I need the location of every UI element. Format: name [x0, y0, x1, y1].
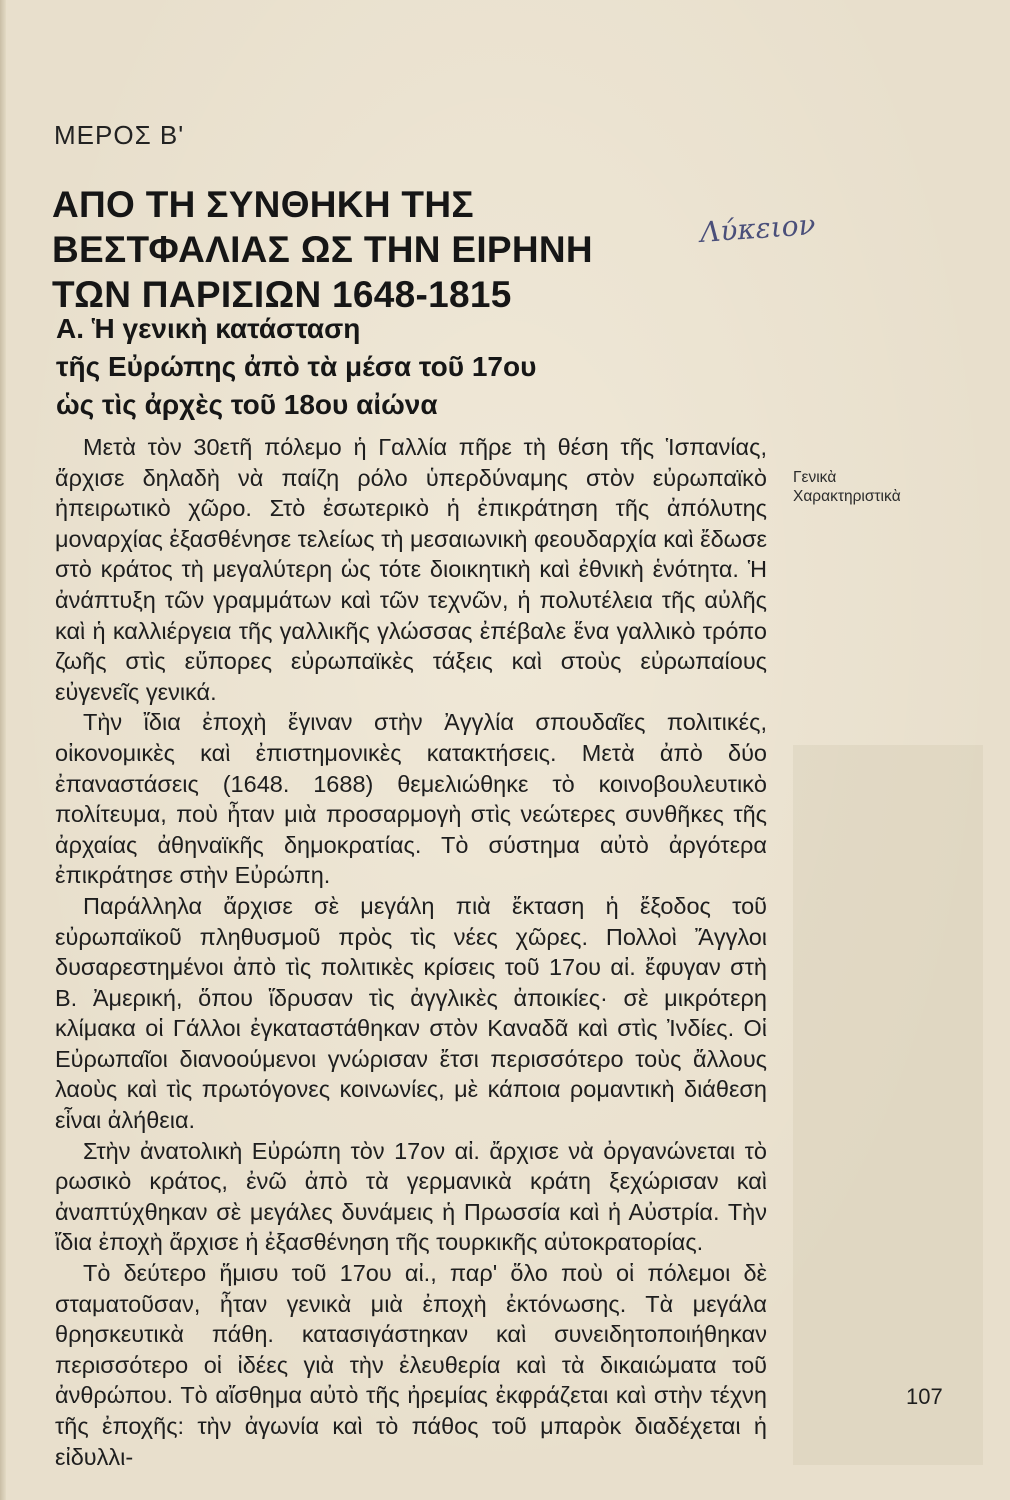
paragraph — [55, 432, 767, 707]
section-heading — [56, 310, 616, 424]
paragraph — [55, 1136, 767, 1258]
section-heading-line: ὡς τὶς ἀρχὲς τοῦ 18ου αἰώνα — [56, 389, 438, 420]
chapter-title — [52, 182, 652, 317]
body-text — [55, 432, 767, 1472]
paragraph-text: Τὸ δεύτερο ἥμισυ τοῦ 17ου αἰ., παρ' ὅλο ποὺ οἱ πόλεμοι δὲ σταματοῦσαν, ἦταν γενικὰ μιὰ ἐποχὴ ἐκτόνωσης. Τὰ μεγάλα θρησκευτικὰ πάθη. κατασιγάστηκαν καὶ συνειδητοποιήθηκαν περισσότερο οἱ ἰδέες γιὰ τὴν ἐλευθερία καὶ τὰ δικαιώματα τοῦ ἀνθρώπου. Τὸ αἴσθημα αὐτὸ τῆς ἠρεμίας ἐκφράζεται καὶ στὴν τέχνη τῆς ἐποχῆς: τὴν ἀγωνία καὶ τὸ πάθος τοῦ μπαρὸκ διαδέχεται ἡ εἰδυλλι- — [55, 1260, 767, 1470]
handwritten-annotation: Λύκειον — [698, 208, 817, 249]
paragraph — [55, 707, 767, 891]
show-through-block — [793, 745, 983, 1465]
paragraph — [55, 891, 767, 1136]
page-spine-shadow — [0, 0, 6, 1500]
part-label: ΜΕΡΟΣ Β' — [54, 120, 185, 150]
paragraph-text: Μετὰ τὸν 30ετῆ πόλεμο ἡ Γαλλία πῆρε τὴ θέση τῆς Ἱσπανίας, ἄρχισε δηλαδὴ νὰ παίζη ρόλο ὑπερδύναμης στὸν εὐρωπαϊκὸ ἠπειρωτικὸ χῶρο. Στὸ ἐσωτερικὸ ἡ ἐπικράτηση τῆς ἀπόλυτης μοναρχίας ἐξασθένησε τελείως τὴ μεσαιωνικὴ φεουδαρχία καὶ ἔδωσε στὸ κράτος τὴ μεγαλύτερη ὡς τότε διοικητικὴ καὶ ἐθνικὴ ἑνότητα. Ἡ ἀνάπτυξη τῶν γραμμάτων καὶ τῶν τεχνῶν, ἡ πολυτέλεια τῆς αὐλῆς καὶ ἡ καλλιέργεια τῆς γαλλικῆς γλώσσας ἐπέβαλε ἕνα γαλλικὸ τρόπο ζωῆς στὶς εὔπορες εὐρωπαϊκὲς τάξεις καὶ στοὺς εὐρωπαίους εὐγενεῖς γενικά. — [55, 434, 767, 705]
page-number: 107 — [906, 1384, 943, 1409]
chapter-title-line: ΤΩΝ ΠΑΡΙΣΙΩΝ 1648-1815 — [52, 274, 512, 315]
paragraph-text: Στὴν ἀνατολικὴ Εὐρώπη τὸν 17ον αἰ. ἄρχισε νὰ ὀργανώνεται τὸ ρωσικὸ κράτος, ἐνῶ ἀπὸ τὰ γερμανικὰ κράτη ξεχώρισαν καὶ ἀναπτύχθηκαν σὲ μεγάλες δυνάμεις ἡ Πρωσσία καὶ ἡ Αὐστρία. Τὴν ἴδια ἐποχὴ ἄρχισε ἡ ἐξασθένηση τῆς τουρκικῆς αὐτοκρατορίας. — [55, 1137, 767, 1256]
paragraph-text: Παράλληλα ἄρχισε σὲ μεγάλη πιὰ ἔκταση ἡ ἔξοδος τοῦ εὐρωπαϊκοῦ πληθυσμοῦ πρὸς τὶς νέες χῶρες. Πολλοὶ Ἄγγλοι δυσαρεστημένοι ἀπὸ τὶς πολιτικὲς κρίσεις τοῦ 17ου αἰ. ἔφυγαν στὴ Β. Ἀμερική, ὅπου ἵδρυσαν τὶς ἀγγλικὲς ἀποικίες· σὲ μικρότερη κλίμακα οἱ Γάλλοι ἐγκαταστάθηκαν στὸν Καναδᾶ καὶ στὶς Ἰνδίες. Οἱ Εὐρωπαῖοι διανοούμενοι γνώρισαν ἔτσι περισσότερο τοὺς ἄλλους λαοὺς καὶ τὶς πρωτόγονες κοινωνίες, μὲ κάποια ρομαντικὴ διάθεση εἶναι ἀλήθεια. — [55, 892, 767, 1134]
paragraph-text: Τὴν ἴδια ἐποχὴ ἔγιναν στὴν Ἀγγλία σπουδαῖες πολιτικές, οἰκονομικὲς καὶ ἐπιστημονικὲς κατακτήσεις. Μετὰ ἀπὸ δύο ἐπαναστάσεις (1648. 1688) θεμελιώθηκε τὸ κοινοβουλευτικὸ πολίτευμα, ποὺ ἦταν μιὰ προσαρμογὴ στὶς νεώτερες συνθῆκες τῆς ἀρχαίας ἀθηναϊκῆς δημοκρατίας. Τὸ σύστημα αὐτὸ ἀργότερα ἐπικράτησε στὴν Εὐρώπη. — [55, 709, 767, 889]
margin-note-line: Γενικὰ — [793, 469, 837, 486]
section-heading-line: Α. Ἡ γενικὴ κατάσταση — [56, 313, 361, 344]
chapter-title-line: ΑΠΟ ΤΗ ΣΥΝΘΗΚΗ ΤΗΣ — [52, 184, 474, 225]
section-heading-line: τῆς Εὐρώπης ἀπὸ τὰ μέσα τοῦ 17ου — [56, 351, 537, 382]
chapter-title-line: ΒΕΣΤΦΑΛΙΑΣ ΩΣ ΤΗΝ ΕΙΡΗΝΗ — [52, 229, 593, 270]
margin-note-line: Χαρακτηριστικὰ — [793, 488, 901, 505]
paragraph — [55, 1258, 767, 1472]
margin-note — [793, 468, 901, 506]
